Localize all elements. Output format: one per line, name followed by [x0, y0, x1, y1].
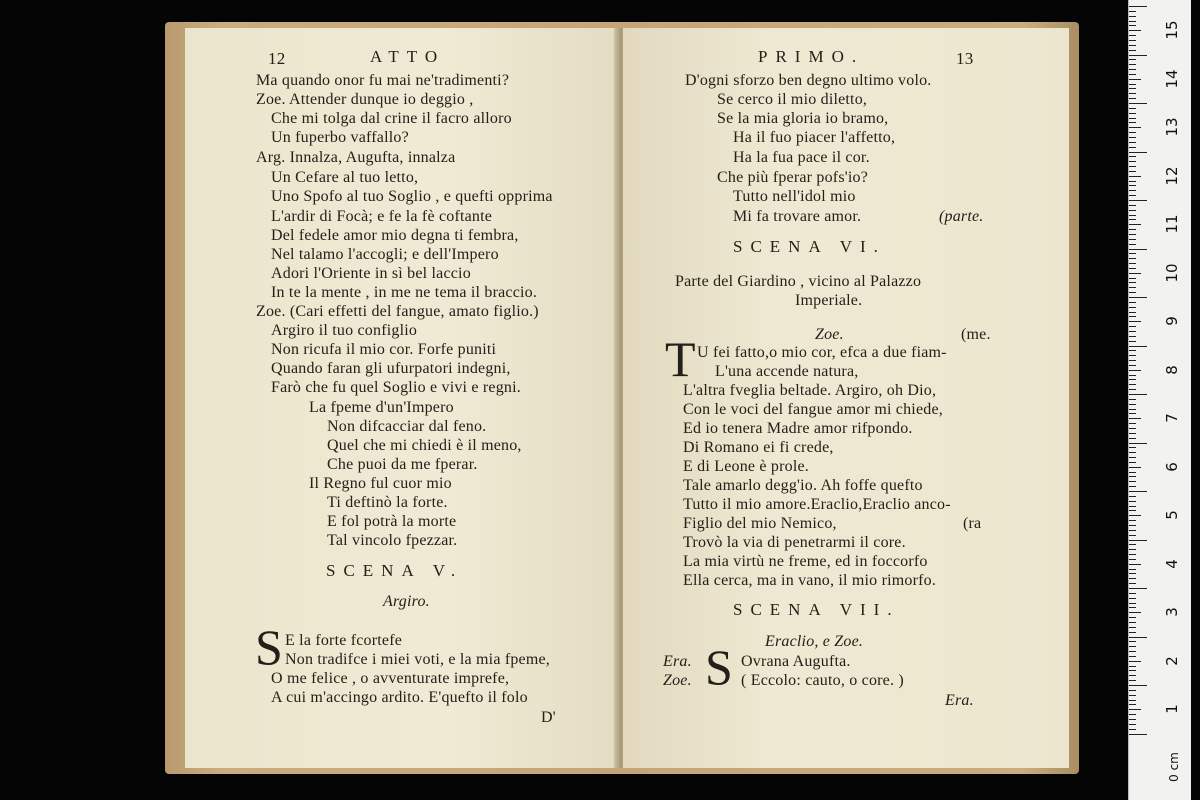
ruler-tick	[1129, 554, 1136, 555]
right-running-head: PRIMO.	[758, 47, 865, 66]
text-line: Che più fperar pofs'io?	[717, 169, 868, 186]
text-line: Quando faran gli ufurpatori indegni,	[271, 360, 511, 377]
ruler-tick	[1129, 612, 1141, 613]
ruler-tick	[1129, 399, 1136, 400]
ruler-tick	[1129, 734, 1147, 735]
measurement-ruler	[1128, 0, 1191, 800]
ruler-tick	[1129, 510, 1136, 511]
ruler-tick	[1129, 50, 1136, 51]
ruler-tick	[1129, 598, 1136, 599]
right-page	[623, 28, 1069, 768]
text-line: Con le voci del fangue amor mi chiede,	[683, 401, 943, 418]
ruler-tick	[1129, 622, 1136, 623]
ruler-number: 3	[1163, 607, 1181, 617]
ruler-tick	[1129, 210, 1136, 211]
text-line: L'ardir di Focà; e fe la fè coftante	[271, 208, 493, 225]
text-line: La mia virtù ne freme, ed in foccorfo	[683, 553, 928, 570]
ruler-tick	[1129, 244, 1136, 245]
stage-direction: (parte.	[939, 208, 984, 225]
text-line: E la forte fcortefe	[285, 632, 403, 649]
ruler-tick	[1129, 452, 1136, 453]
text-line: (me.	[961, 326, 991, 343]
ruler-tick	[1129, 215, 1136, 216]
ruler-tick	[1129, 457, 1136, 458]
text-line: Non ricufa il mio cor. Forfe puniti	[271, 341, 497, 358]
ruler-tick	[1129, 336, 1136, 337]
ruler-number: 4	[1163, 558, 1181, 569]
ruler-tick	[1129, 185, 1136, 186]
ruler-tick	[1129, 588, 1147, 589]
ruler-tick	[1129, 413, 1136, 414]
ruler-tick	[1129, 583, 1136, 584]
ruler-tick	[1129, 704, 1136, 705]
text-line: Il Regno ful cuor mio	[309, 475, 452, 492]
text-line: Che mi tolga dal crine il facro alloro	[271, 110, 512, 127]
ruler-number: 2	[1163, 655, 1181, 666]
ruler-tick	[1129, 578, 1136, 579]
ruler-tick	[1129, 147, 1136, 148]
ruler-tick	[1129, 389, 1136, 390]
ruler-tick	[1129, 384, 1136, 385]
speaker-name: Zoe.	[663, 672, 692, 689]
ruler-tick	[1129, 409, 1136, 410]
ruler-tick	[1129, 307, 1136, 308]
ruler-tick	[1129, 379, 1136, 380]
ruler-tick	[1129, 103, 1147, 104]
ruler-tick	[1129, 491, 1147, 492]
ruler-tick	[1129, 64, 1136, 65]
ruler-number: 9	[1163, 316, 1181, 326]
speaker-name: Era.	[663, 653, 692, 670]
ruler-tick	[1129, 16, 1136, 17]
text-line: Tale amarlo degg'io. Ah foffe quefto	[683, 477, 923, 494]
ruler-tick	[1129, 559, 1136, 560]
text-line: L'una accende natura,	[715, 363, 859, 380]
text-line: Tutto nell'idol mio	[733, 188, 856, 205]
ruler-tick	[1129, 462, 1136, 463]
text-line: Nel talamo l'accogli; e dell'Impero	[271, 246, 499, 263]
ruler-tick	[1129, 113, 1136, 114]
ruler-tick	[1129, 404, 1136, 405]
catchword: Era.	[945, 692, 974, 709]
text-line: Se la mia gloria io bramo,	[717, 110, 889, 127]
ruler-tick	[1129, 573, 1136, 574]
ruler-tick	[1129, 472, 1136, 473]
ruler-tick	[1129, 316, 1136, 317]
ruler-tick	[1129, 365, 1136, 366]
ruler-tick	[1129, 132, 1136, 133]
catchword: D'	[541, 709, 556, 726]
ruler-tick	[1129, 535, 1136, 536]
text-line: Ha la fua pace il cor.	[733, 149, 870, 166]
text-line: Figlio del mio Nemico,	[683, 515, 837, 532]
ruler-tick	[1129, 515, 1141, 516]
ruler-number: 15	[1163, 20, 1181, 40]
ruler-tick	[1129, 282, 1136, 283]
ruler-number: 5	[1163, 510, 1181, 520]
ruler-tick	[1129, 79, 1141, 80]
ruler-tick	[1129, 375, 1136, 376]
ruler-tick	[1129, 714, 1136, 715]
ruler-tick	[1129, 525, 1136, 526]
ruler-tick	[1129, 166, 1136, 167]
text-line: Zoe. (Cari effetti del fangue, amato figlio.)	[256, 303, 539, 320]
ruler-tick	[1129, 341, 1136, 342]
ruler-tick	[1129, 249, 1147, 250]
ruler-tick	[1129, 438, 1136, 439]
ruler-tick	[1129, 549, 1136, 550]
text-line: U fei fatto,o mio cor, efca a due fiam-	[697, 344, 947, 361]
ruler-tick	[1129, 637, 1147, 638]
ruler-tick	[1129, 506, 1136, 507]
ruler-tick	[1129, 695, 1136, 696]
ruler-tick	[1129, 84, 1136, 85]
ruler-tick	[1129, 142, 1136, 143]
text-line: Tutto il mio amore.Eraclio,Eraclio anco-	[683, 496, 951, 513]
text-line: Trovò la via di penetrarmi il core.	[683, 534, 906, 551]
speaker-name: Zoe.	[815, 326, 844, 343]
ruler-tick	[1129, 603, 1136, 604]
ruler-tick	[1129, 394, 1147, 395]
ruler-tick	[1129, 263, 1136, 264]
text-line: Non difcacciar dal feno.	[327, 418, 487, 435]
ruler-tick	[1129, 40, 1136, 41]
text-line: Ha il fuo piacer l'affetto,	[733, 129, 896, 146]
ruler-tick	[1129, 297, 1147, 298]
ruler-tick	[1129, 632, 1136, 633]
ruler-tick	[1129, 346, 1147, 347]
ruler-tick	[1129, 670, 1136, 671]
text-line: Se cerco il mio diletto,	[717, 91, 868, 108]
text-line: La fpeme d'un'Impero	[309, 399, 454, 416]
text-line: Adori l'Oriente in sì bel laccio	[271, 265, 471, 282]
drop-cap: S	[705, 639, 733, 695]
left-page-number: 12	[268, 49, 286, 68]
ruler-tick	[1129, 156, 1136, 157]
ruler-tick	[1129, 278, 1136, 279]
ruler-tick	[1129, 88, 1136, 89]
ruler-tick	[1129, 481, 1136, 482]
ruler-tick	[1129, 418, 1141, 419]
ruler-tick	[1129, 127, 1141, 128]
scene-heading: SCENA VI.	[733, 237, 886, 256]
ruler-tick	[1129, 627, 1136, 628]
text-line: Ed io tenera Madre amor rifpondo.	[683, 420, 913, 437]
ruler-tick	[1129, 74, 1136, 75]
ruler-tick	[1129, 685, 1147, 686]
text-line: Tal vincolo fpezzar.	[327, 532, 458, 549]
text-line: Del fedele amor mio degna ti fembra,	[271, 227, 519, 244]
ruler-number: 12	[1163, 165, 1181, 186]
text-line: Un fuperbo vaffallo?	[271, 129, 409, 146]
text-line: (ra	[963, 515, 982, 532]
ruler-tick	[1129, 6, 1147, 7]
ruler-tick	[1129, 302, 1136, 303]
ruler-tick	[1129, 93, 1136, 94]
text-line: Ti deftinò la forte.	[327, 494, 448, 511]
text-line: In te la mente , in me ne tema il braccio.	[271, 284, 538, 301]
ruler-tick	[1129, 21, 1136, 22]
ruler-tick	[1129, 651, 1136, 652]
left-page	[185, 28, 619, 768]
ruler-tick	[1129, 593, 1136, 594]
ruler-tick	[1129, 656, 1136, 657]
text-line: Di Romano ei fi crede,	[683, 439, 834, 456]
ruler-tick	[1129, 467, 1141, 468]
text-line: Farò che fu quel Soglio e vivi e regni.	[271, 379, 521, 396]
ruler-tick	[1129, 190, 1136, 191]
ruler-tick	[1129, 25, 1136, 26]
ruler-tick	[1129, 273, 1141, 274]
ruler-tick	[1129, 564, 1141, 565]
text-line: Un Cefare al tuo letto,	[271, 169, 419, 186]
ruler-tick	[1129, 268, 1136, 269]
ruler-tick	[1129, 98, 1136, 99]
ruler-tick	[1129, 661, 1141, 662]
drop-cap: T	[665, 331, 696, 387]
ruler-tick	[1129, 370, 1141, 371]
ruler-tick	[1129, 724, 1136, 725]
text-line: Quel che mi chiedi è il meno,	[327, 437, 522, 454]
ruler-tick	[1129, 423, 1136, 424]
ruler-tick	[1129, 646, 1136, 647]
ruler-tick	[1129, 45, 1136, 46]
speaker-name: Argiro.	[383, 593, 430, 610]
text-line: ( Eccolo: cauto, o core. )	[741, 672, 904, 689]
ruler-tick	[1129, 312, 1136, 313]
ruler-number: 14	[1163, 68, 1181, 89]
ruler-tick	[1129, 530, 1136, 531]
ruler-tick	[1129, 30, 1141, 31]
ruler-tick	[1129, 219, 1136, 220]
ruler-tick	[1129, 607, 1136, 608]
ruler-tick	[1129, 433, 1136, 434]
text-line: E di Leone è prole.	[683, 458, 809, 475]
ruler-tick	[1129, 200, 1147, 201]
ruler-tick	[1129, 476, 1136, 477]
ruler-tick	[1129, 253, 1136, 254]
drop-cap: S	[255, 619, 283, 675]
ruler-tick	[1129, 428, 1136, 429]
ruler-tick	[1129, 729, 1136, 730]
ruler-tick	[1129, 118, 1136, 119]
setting-line: Parte del Giardino , vicino al Palazzo	[675, 273, 922, 290]
ruler-tick	[1129, 69, 1136, 70]
ruler-tick	[1129, 321, 1141, 322]
text-line: D'ogni sforzo ben degno ultimo volo.	[685, 72, 932, 89]
text-line: Che puoi da me fperar.	[327, 456, 478, 473]
ruler-tick	[1129, 55, 1147, 56]
text-line: L'altra fveglia beltade. Argiro, oh Dio,	[683, 382, 937, 399]
ruler-tick	[1129, 11, 1136, 12]
ruler-tick	[1129, 122, 1136, 123]
ruler-tick	[1129, 292, 1136, 293]
ruler-number: 8	[1163, 364, 1181, 375]
ruler-tick	[1129, 176, 1141, 177]
text-line: Uno Spofo al tuo Soglio , e quefti opprima	[271, 188, 553, 205]
ruler-tick	[1129, 520, 1136, 521]
ruler-number: 11	[1163, 214, 1181, 234]
scene-heading: SCENA VII.	[733, 600, 900, 619]
left-running-head: ATTO	[370, 47, 446, 66]
setting-line: Imperiale.	[795, 292, 863, 309]
ruler-number: 6	[1163, 461, 1181, 472]
text-line: O me felice , o avventurate imprefe,	[271, 670, 510, 687]
ruler-tick	[1129, 680, 1136, 681]
ruler-tick	[1129, 181, 1136, 182]
ruler-tick	[1129, 617, 1136, 618]
ruler-tick	[1129, 137, 1136, 138]
ruler-tick	[1129, 171, 1136, 172]
ruler-tick	[1129, 331, 1136, 332]
right-page-number: 13	[956, 49, 974, 68]
ruler-tick	[1129, 447, 1136, 448]
text-line: Zoe. Attender dunque io deggio ,	[256, 91, 474, 108]
ruler-tick	[1129, 675, 1136, 676]
speaker-list: Eraclio, e Zoe.	[765, 633, 864, 650]
ruler-tick	[1129, 195, 1136, 196]
text-line: Mi fa trovare amor.	[733, 208, 862, 225]
text-line: E fol potrà la morte	[327, 513, 457, 530]
text-line: Arg. Innalza, Augufta, innalza	[256, 149, 456, 166]
ruler-tick	[1129, 540, 1147, 541]
ruler-tick	[1129, 287, 1136, 288]
ruler-tick	[1129, 108, 1136, 109]
text-line: A cui m'accingo ardito. E'quefto il folo	[271, 689, 528, 706]
ruler-tick	[1129, 690, 1136, 691]
text-line: Ovrana Augufta.	[741, 653, 851, 670]
ruler-tick	[1129, 355, 1136, 356]
scene-heading: SCENA V.	[326, 561, 464, 580]
ruler-tick	[1129, 350, 1136, 351]
ruler-tick	[1129, 501, 1136, 502]
ruler-tick	[1129, 152, 1147, 153]
ruler-tick	[1129, 496, 1136, 497]
ruler-tick	[1129, 360, 1136, 361]
ruler-tick	[1129, 205, 1136, 206]
ruler-tick	[1129, 229, 1136, 230]
ruler-tick	[1129, 326, 1136, 327]
ruler-tick	[1129, 224, 1141, 225]
text-line: Ma quando onor fu mai ne'tradimenti?	[256, 72, 510, 89]
ruler-unit-label: 0 cm	[1166, 752, 1181, 782]
ruler-tick	[1129, 700, 1136, 701]
ruler-tick	[1129, 709, 1141, 710]
ruler-tick	[1129, 641, 1136, 642]
text-line: Ella cerca, ma in vano, il mio rimorfo.	[683, 572, 937, 589]
ruler-tick	[1129, 59, 1136, 60]
ruler-number: 7	[1163, 413, 1181, 423]
text-line: Non tradifce i miei voti, e la mia fpeme,	[285, 651, 550, 668]
text-line: Argiro il tuo configlio	[271, 322, 418, 339]
ruler-tick	[1129, 234, 1136, 235]
ruler-tick	[1129, 486, 1136, 487]
ruler-tick	[1129, 666, 1136, 667]
ruler-number: 1	[1163, 704, 1181, 714]
ruler-tick	[1129, 35, 1136, 36]
ruler-number: 10	[1163, 262, 1181, 283]
ruler-tick	[1129, 544, 1136, 545]
ruler-number: 13	[1163, 117, 1181, 137]
ruler-tick	[1129, 258, 1136, 259]
ruler-tick	[1129, 443, 1147, 444]
ruler-tick	[1129, 239, 1136, 240]
ruler-tick	[1129, 569, 1136, 570]
ruler-tick	[1129, 161, 1136, 162]
ruler-tick	[1129, 719, 1136, 720]
